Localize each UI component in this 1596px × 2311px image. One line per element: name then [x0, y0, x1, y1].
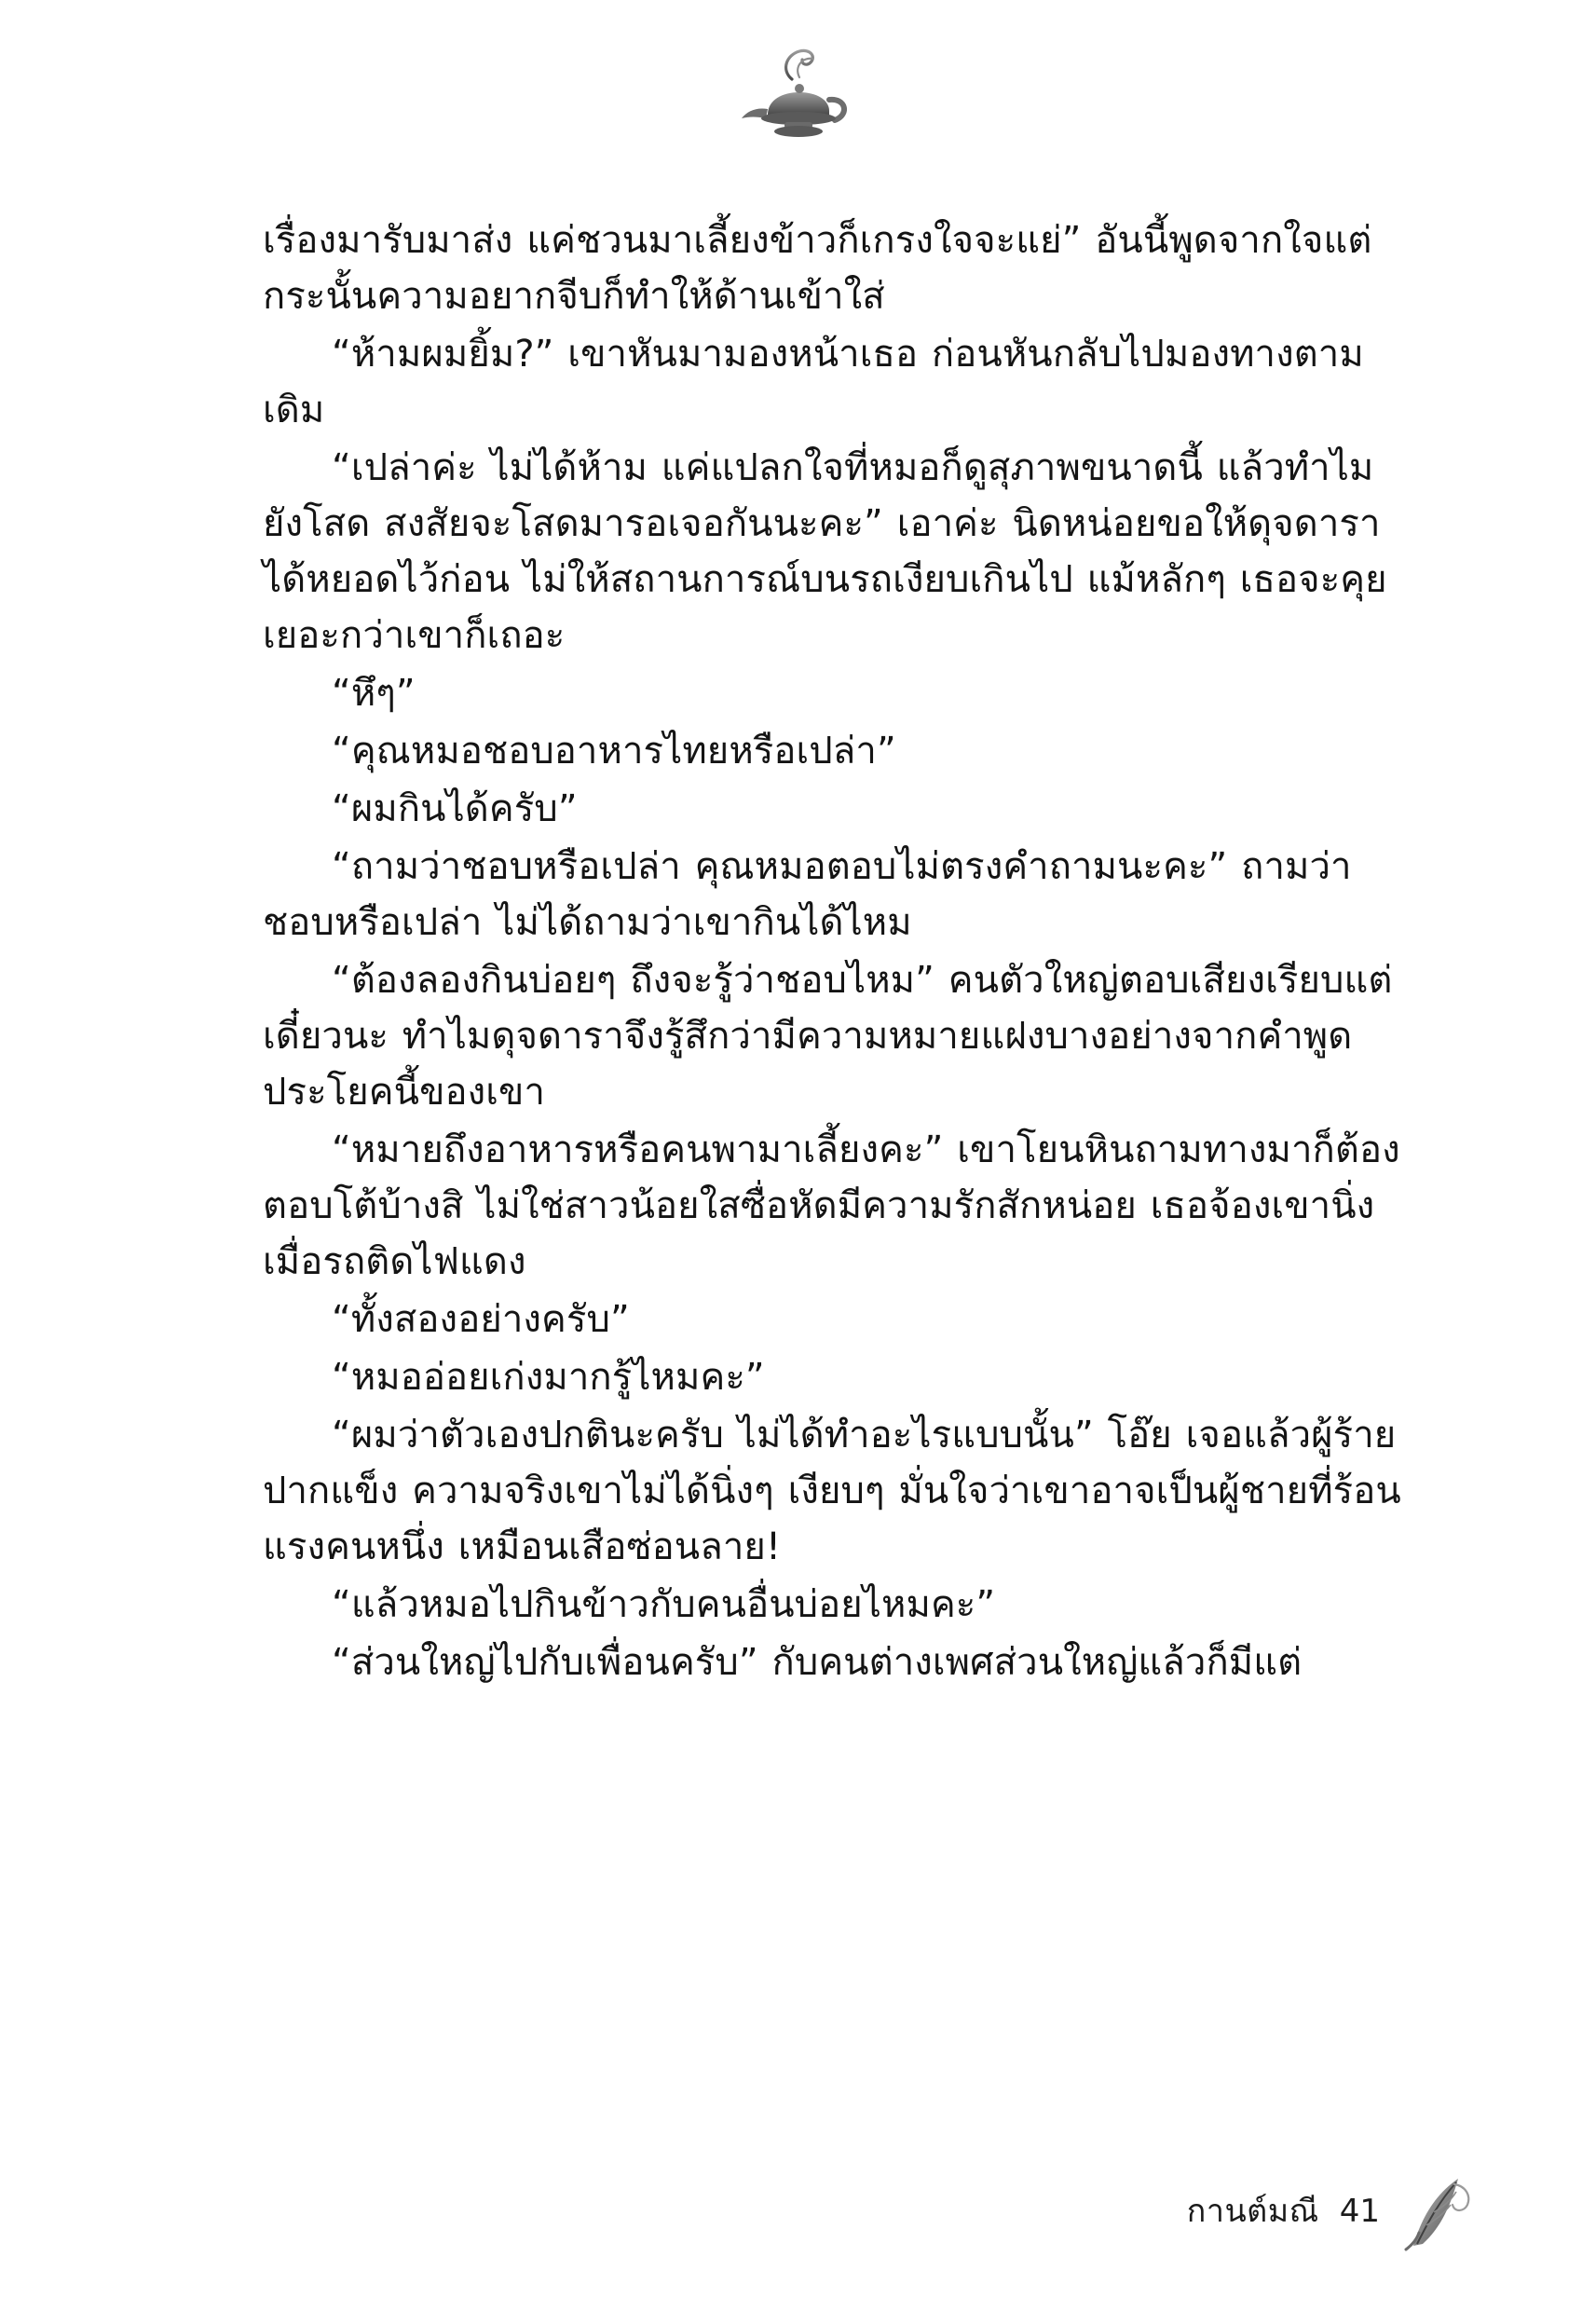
footer-author: กานต์มณี	[1186, 2193, 1319, 2230]
page-footer	[1187, 2195, 1380, 2231]
paragraph: “ผมกินได้ครับ”	[332, 787, 578, 830]
page-body-text	[263, 212, 1409, 1692]
paragraph: “หมายถึงอาหารหรือคนพามาเลี้ยงคะ” เขาโยนหินถามทางมาก็ต้องตอบโต้บ้างสิ ไม่ใช่สาวน้อยใสซื่อหัดมีความรักสักหน่อย เธอจ้องเขานิ่งเมื่อรถติดไฟแดง	[263, 1128, 1400, 1283]
header-ornament	[0, 37, 1596, 149]
paragraph: “ผมว่าตัวเองปกตินะครับ ไม่ได้ทำอะไรแบบนั้น” โอ๊ย เจอแล้วผู้ร้ายปากแข็ง ความจริงเขาไม่ได้นิ่งๆ เงียบๆ มั่นใจว่าเขาอาจเป็นผู้ชายที่ร้อนแรงคนหนึ่ง เหมือนเสือซ่อนลาย!	[263, 1414, 1401, 1568]
paragraph: “เปล่าค่ะ ไม่ได้ห้าม แค่แปลกใจที่หมอก็ดูสุภาพขนาดนี้ แล้วทำไมยังโสด สงสัยจะโสดมารอเจอกันนะคะ” เอาค่ะ นิดหน่อยขอให้ดุจดาราได้หยอดไว้ก่อน ไม่ให้สถานการณ์บนรถเงียบเกินไป แม้หลักๆ เธอจะคุยเยอะกว่าเขาก็เถอะ	[263, 446, 1387, 657]
genie-lamp-ornament-icon	[719, 42, 878, 144]
paragraph: เรื่องมารับมาส่ง แค่ชวนมาเลี้ยงข้าวก็เกรงใจจะแย่” อันนี้พูดจากใจแต่กระนั้นความอยากจีบก็ทำให้ด้านเข้าใส่	[263, 219, 1372, 318]
paragraph: “แล้วหมอไปกินข้าวกับคนอื่นบ่อยไหมคะ”	[332, 1583, 996, 1626]
paragraph: “ถามว่าชอบหรือเปล่า คุณหมอตอบไม่ตรงคำถามนะคะ” ถามว่าชอบหรือเปล่า ไม่ได้ถามว่าเขากินได้ไหม	[263, 845, 1352, 944]
paragraph: “หมออ่อยเก่งมากรู้ไหมคะ”	[332, 1356, 765, 1399]
feather-flourish-icon	[1385, 2164, 1486, 2264]
paragraph: “ห้ามผมยิ้ม?” เขาหันมามองหน้าเธอ ก่อนหันกลับไปมองทางตามเดิม	[263, 333, 1364, 431]
page-number: 41	[1339, 2193, 1380, 2230]
footer-ornament	[1385, 2164, 1486, 2264]
paragraph: “คุณหมอชอบอาหารไทยหรือเปล่า”	[332, 730, 896, 773]
paragraph: “ต้องลองกินบ่อยๆ ถึงจะรู้ว่าชอบไหม” คนตัวใหญ่ตอบเสียงเรียบแต่เดี๋ยวนะ ทำไมดุจดาราจึงรู้สึกว่ามีความหมายแฝงบางอย่างจากคำพูดประโยคนี้ของเขา	[263, 959, 1393, 1114]
paragraph: “ส่วนใหญ่ไปกับเพื่อนครับ” กับคนต่างเพศส่วนใหญ่แล้วก็มีแต่	[332, 1641, 1303, 1684]
paragraph: “ทั้งสองอย่างครับ”	[332, 1298, 630, 1341]
paragraph: “หึๆ”	[332, 672, 416, 715]
